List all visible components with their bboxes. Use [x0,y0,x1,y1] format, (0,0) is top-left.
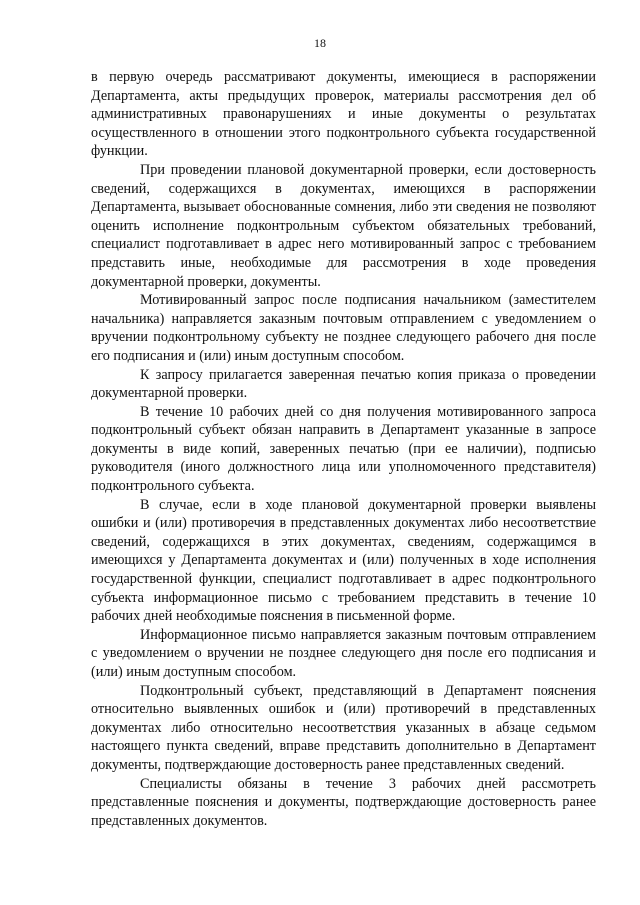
paragraph: Информационное письмо направляется заказным почтовым отправлением с уведомлением о вручении не позднее следующего дня после его подписания и (или) иным доступным способом. [91,626,596,680]
paragraph: В случае, если в ходе плановой документарной проверки выявлены ошибки и (или) противоречия в представленных документах либо несоответствие сведений, содержащихся в этих документах, сведениям, содержащимся в имеющихся у Департамента документах и (или) полученных в ходе исполнения государственной функции, специалист подготавливает в адрес подконтрольного субъекта информационное письмо с требованием представить в течение 10 рабочих дней необходимые пояснения в письменной форме. [91,496,596,625]
paragraph: Специалисты обязаны в течение 3 рабочих дней рассмотреть представленные пояснения и документы, подтверждающие достоверность ранее представленных документов. [91,775,596,829]
paragraph: В течение 10 рабочих дней со дня получения мотивированного запроса подконтрольный субъект обязан направить в Департамент указанные в запросе документы в виде копий, заверенных печатью (при ее наличии), подписью руководителя (иного должностного лица или уполномоченного представителя) подконтрольного субъекта. [91,403,596,495]
document-body [91,68,596,830]
paragraph: Подконтрольный субъект, представляющий в Департамент пояснения относительно выявленных ошибок и (или) противоречий в представленных документах либо относительно несоответствия указанных в абзаце седьмом настоящего пункта сведений, вправе представить дополнительно в Департамент документы, подтверждающие достоверность ранее представленных сведений. [91,682,596,773]
page-number: 18 [314,36,326,50]
paragraph-continuation: в первую очередь рассматривают документы, имеющиеся в распоряжении Департамента, акты предыдущих проверок, материалы рассмотрения дел об административных правонарушениях и иные документы о результатах осуществленного в отношении этого подконтрольного субъекта государственной функции. [91,69,596,160]
paragraph: Мотивированный запрос после подписания начальником (заместителем начальника) направляется заказным почтовым отправлением с уведомлением о вручении подконтрольному субъекту не позднее следующего рабочего дня после его подписания и (или) иным доступным способом. [91,292,596,364]
paragraph: При проведении плановой документарной проверки, если достоверность сведений, содержащихся в документах, имеющихся в распоряжении Департамента, вызывает обоснованные сомнения, либо эти сведения не позволяют оценить исполнение подконтрольным субъектом обязательных требований, специалист подготавливает в адрес него мотивированный запрос с требованием представить иные, необходимые для рассмотрения в ходе проведения документарной проверки, документы. [91,161,596,290]
paragraph: К запросу прилагается заверенная печатью копия приказа о проведении документарной проверки. [91,366,596,402]
